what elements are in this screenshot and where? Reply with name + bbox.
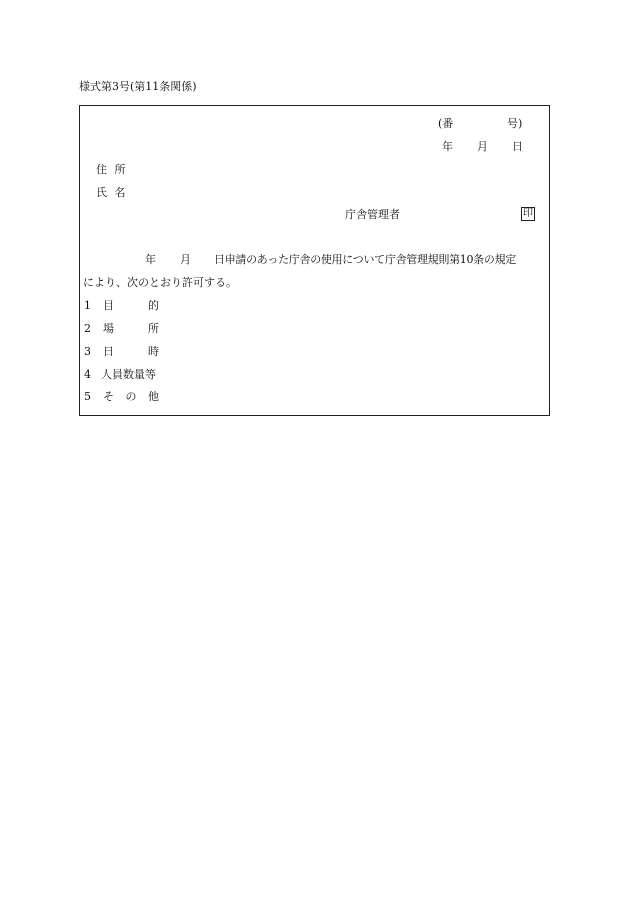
admin-title: 庁舎管理者 xyxy=(345,208,400,221)
item-label: そ の 他 xyxy=(103,390,159,403)
date-year: 年 xyxy=(442,140,453,153)
address-label: 住 所 xyxy=(96,163,126,176)
reference-number-open: (番 xyxy=(438,117,454,130)
body-year: 年 xyxy=(145,253,156,266)
item-number: 4 xyxy=(84,368,91,381)
body-text-line-1: 日申請のあった庁舎の使用について庁舎管理規則第10条の規定 xyxy=(214,253,516,266)
item-number: 2 xyxy=(84,322,91,335)
date-month: 月 xyxy=(477,140,488,153)
item-label-end: 所 xyxy=(148,322,159,335)
item-number: 5 xyxy=(84,390,91,403)
item-label-end: 的 xyxy=(148,299,159,312)
item-label: 場 xyxy=(103,322,114,335)
item-label: 目 xyxy=(103,299,114,312)
item-label-end: 時 xyxy=(148,345,159,358)
seal-mark: 印 xyxy=(523,208,533,219)
name-label: 氏 名 xyxy=(96,186,126,199)
form-number: 様式第3号(第11条関係) xyxy=(79,80,197,93)
body-text-line-2: により、次のとおり許可する。 xyxy=(83,276,237,289)
reference-number-close: 号) xyxy=(507,117,523,130)
item-label: 人員数量等 xyxy=(101,368,156,381)
item-number: 3 xyxy=(84,345,91,358)
item-label: 日 xyxy=(103,345,114,358)
item-number: 1 xyxy=(84,299,91,312)
date-day: 日 xyxy=(512,140,523,153)
body-month: 月 xyxy=(180,253,191,266)
